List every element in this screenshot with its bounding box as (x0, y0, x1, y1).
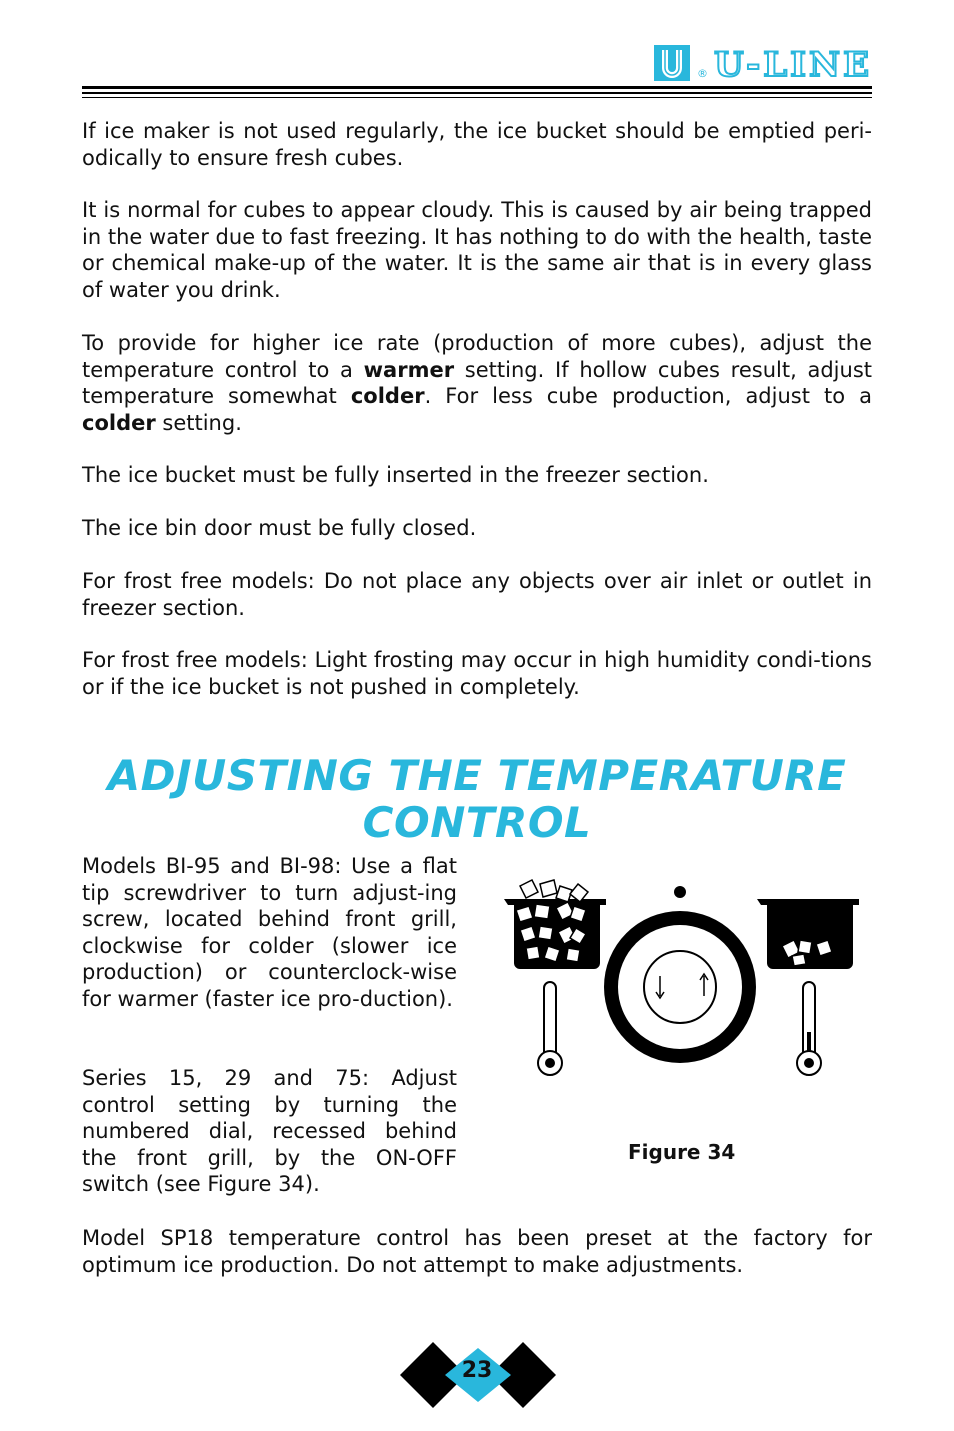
paragraph-door-closed: The ice bin door must be fully closed. (82, 516, 477, 540)
left-thermometer-icon (538, 982, 562, 1075)
emphasis-colder: colder (350, 384, 425, 408)
header-rule (82, 86, 872, 89)
emphasis-warmer: warmer (363, 357, 455, 382)
brand-name: U-LINE (714, 45, 872, 85)
paragraph-empty-bucket: If ice maker is not used regularly, the ice bucket should be emptied peri-odically to ensure fresh cubes. (82, 119, 872, 170)
right-thermometer-icon (797, 982, 821, 1075)
emphasis-colder: colder (82, 410, 156, 435)
paragraph-sp18: Model SP18 temperature control has been preset at the factory for optimum ice production. Do not attempt to make adjustments. (82, 1226, 872, 1277)
low-ice-bucket-icon (757, 899, 859, 969)
paragraph-series: Series 15, 29 and 75: Adjust control setting by turning the numbered dial, recessed behind the front grill, by the ON-OFF switch (see Figure 34). (82, 1066, 457, 1196)
brand-logo (653, 42, 872, 85)
paragraph-frost-free-objects: For frost free models: Do not place any objects over air inlet or outlet in freezer section. (82, 569, 872, 620)
section-heading: ADJUSTING THE TEMPERATURE CONTROL (107, 751, 847, 847)
paragraph-cloudy-cubes: It is normal for cubes to appear cloudy. This is caused by air being trapped in the water due to fast freezing. It has nothing to do with the health, taste or chemical make-up of the water. It is the same air that is in every glass of water you drink. (82, 198, 872, 302)
paragraph-bucket-inserted: The ice bucket must be fully inserted in the freezer section. (82, 463, 709, 487)
header-rule (82, 92, 872, 94)
registered-mark: ® (697, 67, 709, 80)
u-line-logo-icon (653, 44, 691, 82)
figure-34-illustration (500, 872, 870, 1102)
paragraph-models-bi: Models BI-95 and BI-98: Use a flat tip screwdriver to turn adjust-ing screw, located behind front grill, clockwise for colder (slower ice production) or counterclock-wise for warmer (faster ice pro-duction). (82, 854, 457, 1011)
paragraph-ice-rate: To provide for higher ice rate (production of more cubes), adjust the temperature control to a warmer setting. If hollow cubes result, adjust temperature somewhat colder. For less cube production, adjust to a colder setting. (82, 331, 872, 435)
header-rule (82, 97, 872, 98)
full-ice-bucket-icon (504, 880, 606, 969)
temperature-dial-icon (604, 886, 756, 1063)
figure-caption: Figure 34 (628, 1140, 736, 1164)
page-number: 23 (461, 1358, 493, 1383)
paragraph-frost-free-frosting: For frost free models: Light frosting may occur in high humidity condi-tions or if the ice bucket is not pushed in completely. (82, 648, 872, 699)
